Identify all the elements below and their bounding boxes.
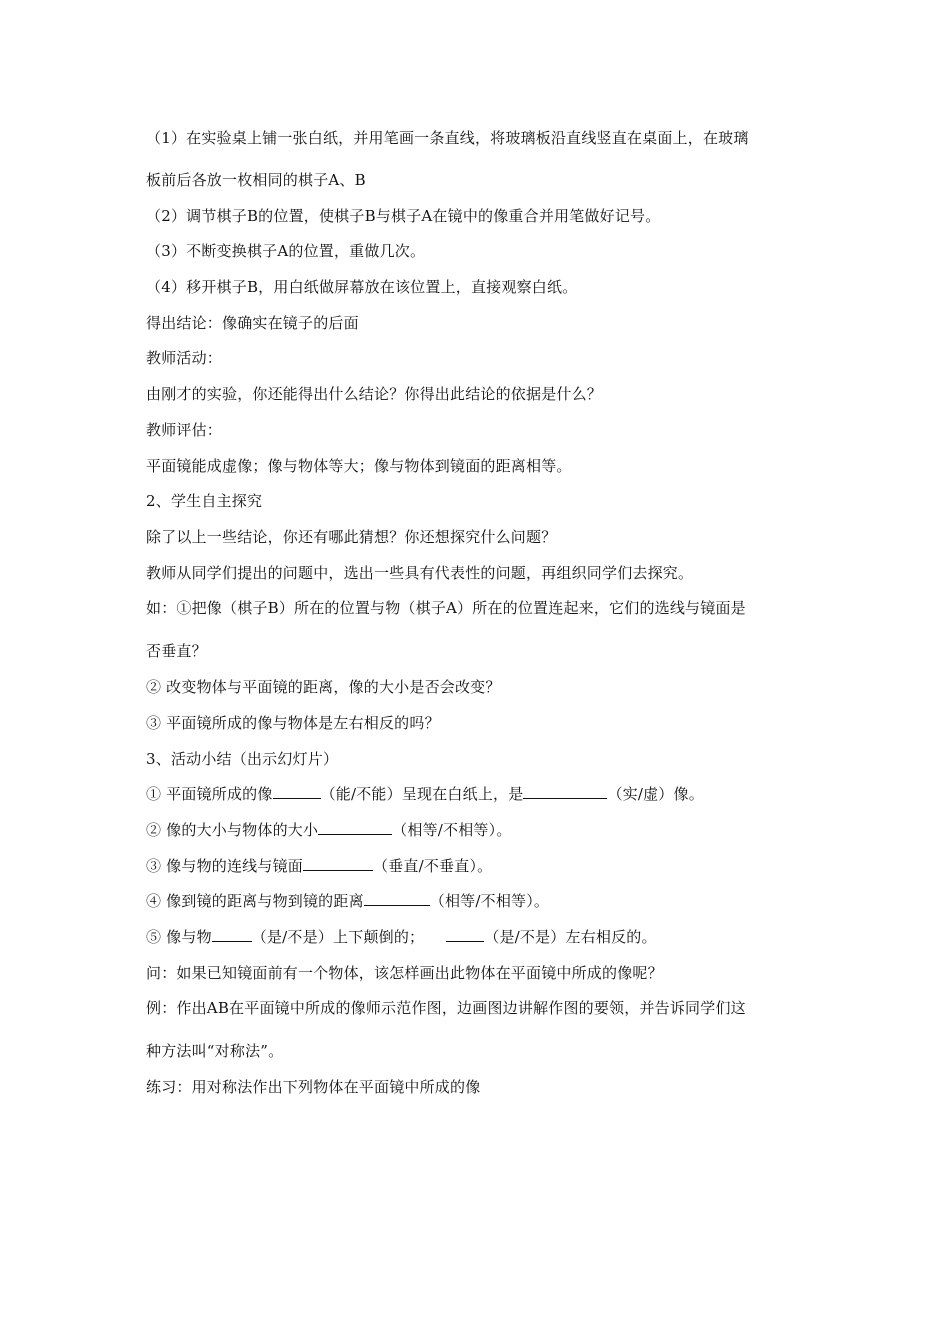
example-2: ② 改变物体与平面镜的距离，像的大小是否会改变？ xyxy=(146,678,501,696)
summary-item-3 xyxy=(146,856,492,876)
example-3: ③ 平面镜所成的像与物体是左右相反的吗？ xyxy=(146,714,440,732)
step-1-line-2: 板前后各放一枚相同的棋子A、B xyxy=(146,171,366,189)
blank-field xyxy=(303,856,373,871)
conclusion: 得出结论：像确实在镜子的后面 xyxy=(146,314,359,332)
blank-field xyxy=(364,891,430,906)
teacher-activity-heading: 教师活动： xyxy=(146,349,223,367)
step-3: （3）不断变换棋子A的位置，重做几次。 xyxy=(146,242,426,260)
example-1-line-1: 如：①把像（棋子B）所在的位置与物（棋子A）所在的位置连起来，它们的选线与镜面是 xyxy=(146,599,746,617)
summary-2-part-b: （相等/不相等）。 xyxy=(392,821,512,839)
example-draw-line-2: 种方法叫“对称法”。 xyxy=(146,1042,284,1060)
student-question: 除了以上一些结论，你还有哪此猜想？你还想探究什么问题？ xyxy=(146,528,557,546)
teacher-select: 教师从同学们提出的问题中，选出一些具有代表性的问题，再组织同学们去探究。 xyxy=(146,564,694,582)
summary-item-4 xyxy=(146,891,549,911)
blank-field xyxy=(212,927,252,942)
summary-2-part-a: ② 像的大小与物体的大小 xyxy=(146,821,319,839)
summary-4-part-a: ④ 像到镜的距离与物到镜的距离 xyxy=(146,892,364,910)
blank-field xyxy=(446,927,484,942)
summary-3-part-a: ③ 像与物的连线与镜面 xyxy=(146,857,303,875)
summary-5-part-c: （是/不是）左右相反的。 xyxy=(484,928,657,946)
teacher-eval-heading: 教师评估： xyxy=(146,421,223,439)
summary-1-part-c: （实/虚）像。 xyxy=(607,785,704,803)
summary-5-part-b: （是/不是）上下颠倒的； xyxy=(251,928,425,946)
summary-item-5 xyxy=(146,927,657,947)
summary-item-1 xyxy=(146,784,704,804)
blank-field xyxy=(523,784,607,799)
question-draw: 问：如果已知镜面前有一个物体，该怎样画出此物体在平面镜中所成的像呢？ xyxy=(146,964,663,982)
step-2: （2）调节棋子B的位置，使棋子B与棋子A在镜中的像重合并用笔做好记号。 xyxy=(146,207,661,225)
summary-5-part-a: ⑤ 像与物 xyxy=(146,928,212,946)
teacher-eval-text: 平面镜能成虚像；像与物体等大；像与物体到镜面的距离相等。 xyxy=(146,457,572,475)
practice: 练习：用对称法作出下列物体在平面镜中所成的像 xyxy=(146,1078,481,1096)
section-3-heading: 3、活动小结（出示幻灯片） xyxy=(146,750,339,768)
step-4: （4）移开棋子B，用白纸做屏幕放在该位置上，直接观察白纸。 xyxy=(146,278,578,296)
blank-field xyxy=(273,784,321,799)
summary-1-part-b: （能/不能）呈现在白纸上，是 xyxy=(320,785,524,803)
example-1-line-2: 否垂直？ xyxy=(146,642,207,660)
summary-3-part-b: （垂直/不垂直）。 xyxy=(372,857,493,875)
teacher-question: 由刚才的实验，你还能得出什么结论？你得出此结论的依据是什么？ xyxy=(146,385,603,403)
example-draw-line-1: 例：作出AB在平面镜中所成的像师示范作图，边画图边讲解作图的要领，并告诉同学们这 xyxy=(146,999,746,1017)
summary-item-2 xyxy=(146,820,512,840)
section-2-heading: 2、学生自主探究 xyxy=(146,492,263,510)
summary-4-part-b: （相等/不相等）。 xyxy=(429,892,550,910)
summary-1-part-a: ① 平面镜所成的像 xyxy=(146,785,273,803)
step-1-line-1: （1）在实验桌上铺一张白纸，并用笔画一条直线，将玻璃板沿直线竖直在桌面上，在玻璃 xyxy=(146,129,749,147)
blank-field xyxy=(318,820,392,835)
